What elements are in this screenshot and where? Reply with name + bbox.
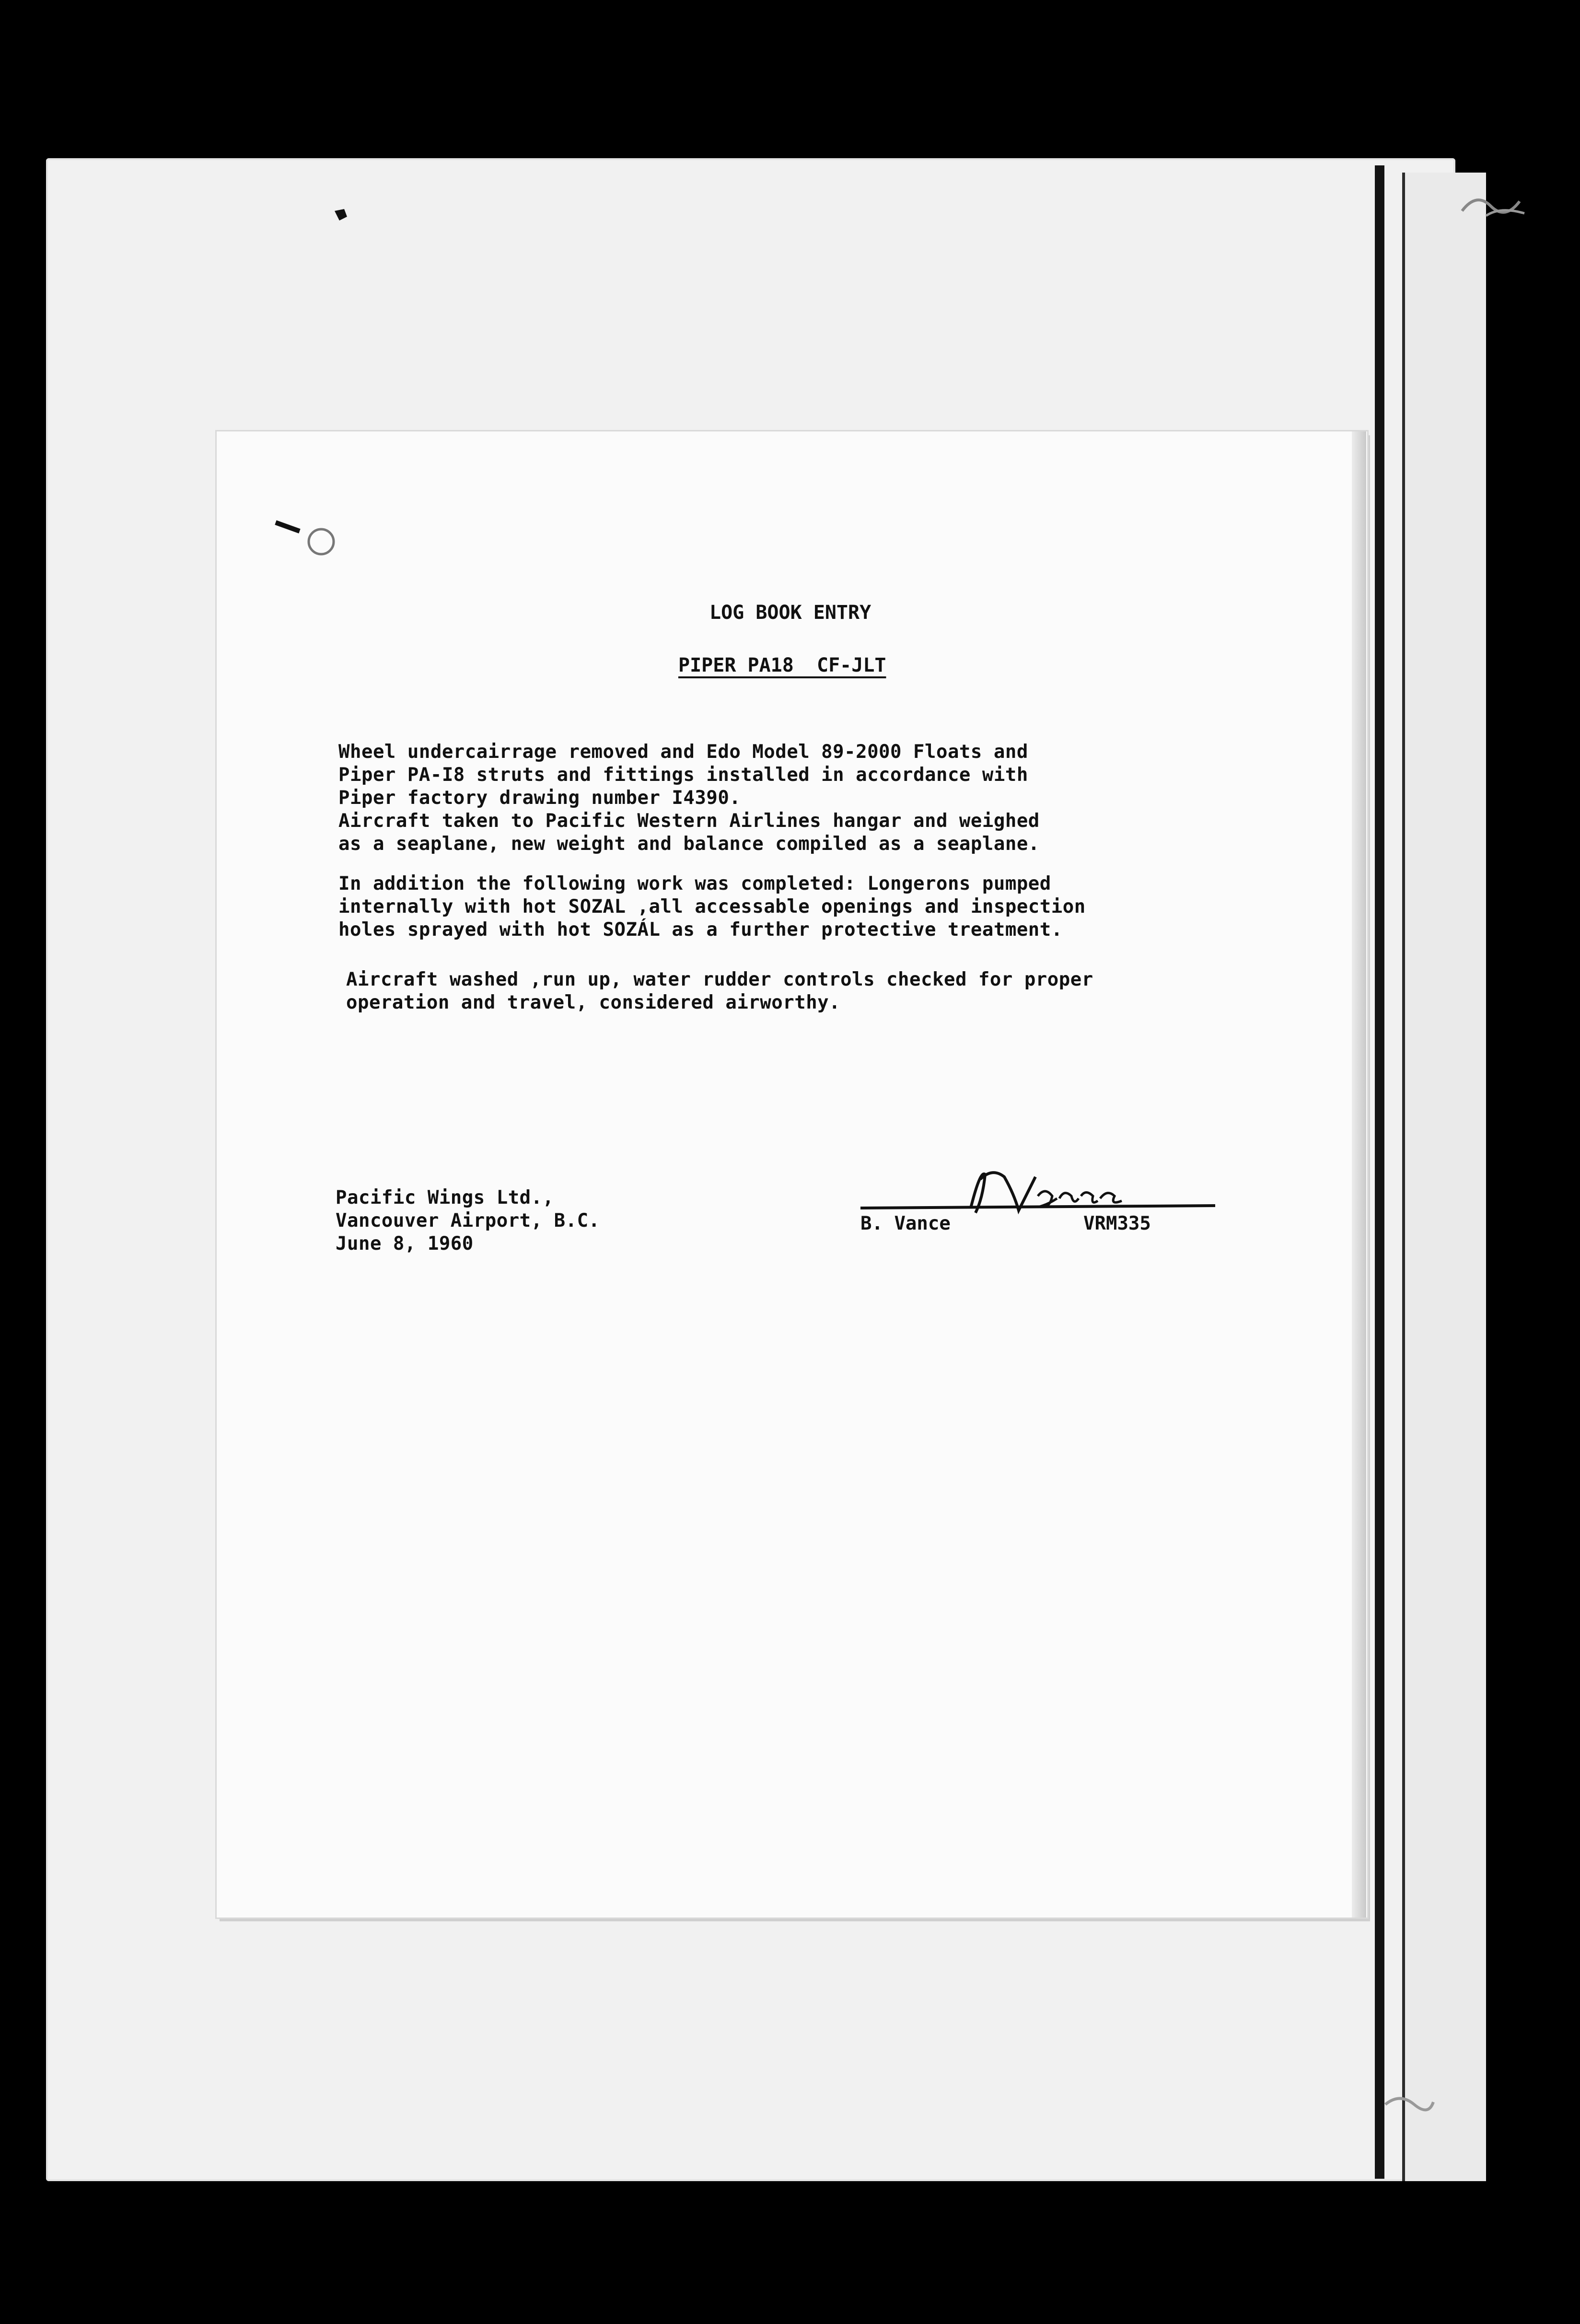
page-title: LOG BOOK ENTRY [709,602,871,624]
card-edge-strip [1405,173,1486,2181]
work-paragraph-installation: Wheel undercairrage removed and Edo Model 89-2000 Floats and Piper PA-I8 struts and fittings installed in accordance with Piper factory drawing number I4390. Aircraft taken to Pacific Western Airlines hangar and weighed as a seaplane, new weight and balance compiled as a seaplane. [338,741,1040,855]
lower-right-scribble-mark [1381,2090,1438,2119]
ink-speck-mark [331,206,350,225]
handwritten-signature [860,1150,1215,1266]
corner-scribble-mark [1457,187,1534,225]
signature-block [860,1150,1215,1266]
card-fold-line [1375,165,1384,2179]
signatory-licence: VRM335 [1083,1213,1151,1234]
company-address-block: Pacific Wings Ltd., Vancouver Airport, B.C. June 8, 1960 [336,1187,600,1255]
work-paragraph-inspection: Aircraft washed ,run up, water rudder controls checked for proper operation and travel, considered airworthy. [346,969,1093,1013]
work-paragraph-treatment: In addition the following work was completed: Longerons pumped internally with hot SOZAL ,all accessable openings and inspection holes sprayed with hot SOZÁL as a further protective treatment. [338,873,1086,941]
sheet-fold-shadow [1352,431,1366,1917]
card-fold-line-secondary [1402,173,1405,2181]
signatory-name: B. Vance [860,1213,951,1234]
aircraft-heading: PIPER PA18 CF-JLT [678,654,886,676]
sheet-corner-mark [273,518,340,561]
